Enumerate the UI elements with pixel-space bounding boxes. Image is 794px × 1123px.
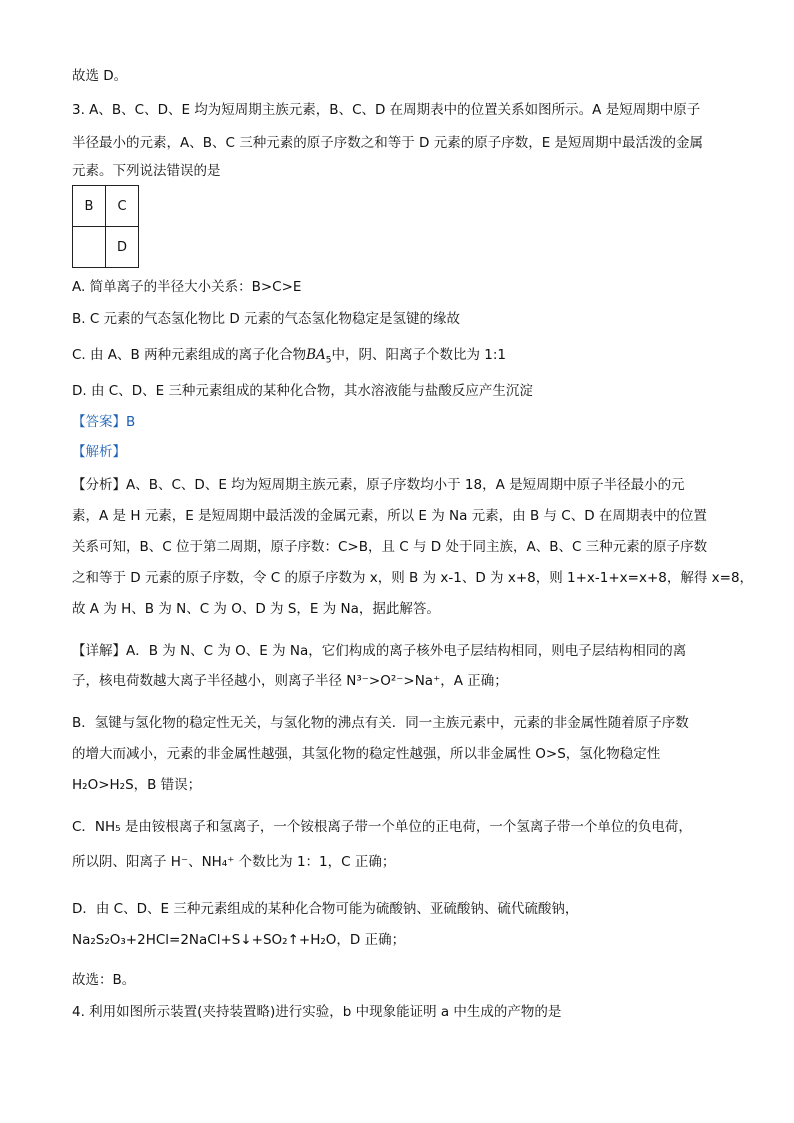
option-c-suffix: 中，阴、阳离子个数比为 1:1 — [331, 347, 507, 363]
detail-d-line-1: D．由 C、D、E 三种元素组成的某种化合物可能为硫酸钠、亚硫酸钠、硫代硫酸钠， — [72, 901, 579, 917]
detail-a-line-2: 子，核电荷数越大离子半径越小，则离子半径 N³⁻>O²⁻>Na⁺，A 正确； — [72, 673, 508, 689]
analysis-line-2: 素，A 是 H 元素，E 是短周期中最活泼的金属元素，所以 E 为 Na 元素，由 B 与 C、D 在周期表中的位置 — [72, 508, 707, 524]
question-4-stem: 4. 利用如图所示装置(夹持装置略)进行实验，b 中现象能证明 a 中生成的产物的是 — [72, 1004, 562, 1020]
detail-b-line-3: H₂O>H₂S，B 错误； — [72, 777, 202, 793]
detail-b-line-1: B．氢键与氢化物的稳定性无关，与氢化物的沸点有关．同一主族元素中，元素的非金属性随着原子序数 — [72, 715, 689, 731]
detail-d-line-2: Na₂S₂O₃+2HCl=2NaCl+S↓+SO₂↑+H₂O，D 正确； — [72, 932, 406, 948]
periodic-position-table — [72, 185, 139, 268]
analysis-line-4: 之和等于 D 元素的原子序数，令 C 的原子序数为 x，则 B 为 x-1、D 为 x+8，则 1+x-1+x=x+8，解得 x=8， — [72, 570, 754, 586]
cell-b: B — [73, 186, 106, 227]
final-choice: 故选：B。 — [72, 972, 136, 988]
option-c-formula: BA — [306, 347, 326, 363]
detail-c-line-2: 所以阴、阳离子 H⁻、NH₄⁺ 个数比为 1：1，C 正确； — [72, 854, 396, 870]
option-b: B. C 元素的气态氢化物比 D 元素的气态氢化物稳定是氢键的缘故 — [72, 311, 461, 327]
detail-a-line-1: 【详解】A．B 为 N、C 为 O、E 为 Na，它们构成的离子核外电子层结构相同，则电子层结构相同的离 — [72, 643, 687, 659]
question-3-stem-3: 元素。下列说法错误的是 — [72, 163, 221, 179]
detail-c-line-1: C．NH₅ 是由铵根离子和氢离子，一个铵根离子带一个单位的正电荷，一个氢离子带一个单位的负电荷， — [72, 819, 692, 835]
answer-label: 【答案】B — [72, 414, 136, 430]
option-a: A. 简单离子的半径大小关系：B>C>E — [72, 279, 302, 295]
cell-empty — [73, 227, 106, 268]
option-c — [72, 345, 506, 365]
cell-c: C — [106, 186, 139, 227]
option-d: D. 由 C、D、E 三种元素组成的某种化合物，其水溶液能与盐酸反应产生沉淀 — [72, 383, 533, 399]
option-c-prefix: C. 由 A、B 两种元素组成的离子化合物 — [72, 347, 307, 363]
option-c-formula-subscript: 5 — [325, 355, 332, 366]
detail-b-line-2: 的增大而减小，元素的非金属性越强，其氢化物的稳定性越强，所以非金属性 O>S，氢化物稳定性 — [72, 746, 661, 762]
question-3-stem-2: 半径最小的元素，A、B、C 三种元素的原子序数之和等于 D 元素的原子序数，E 是短周期中最活泼的金属 — [72, 135, 704, 151]
analysis-line-5: 故 A 为 H、B 为 N、C 为 O、D 为 S，E 为 Na，据此解答。 — [72, 601, 440, 617]
question-3-stem-1: 3. A、B、C、D、E 均为短周期主族元素，B、C、D 在周期表中的位置关系如图所示。A 是短周期中原子 — [72, 102, 701, 118]
line-conclusion-prev: 故选 D。 — [72, 68, 128, 84]
analysis-label: 【解析】 — [72, 444, 126, 460]
analysis-line-1: 【分析】A、B、C、D、E 均为短周期主族元素，原子序数均小于 18，A 是短周期中原子半径最小的元 — [72, 477, 685, 493]
analysis-line-3: 关系可知，B、C 位于第二周期，原子序数：C>B，且 C 与 D 处于同主族，A、B、C 三种元素的原子序数 — [72, 539, 708, 555]
cell-d: D — [106, 227, 139, 268]
